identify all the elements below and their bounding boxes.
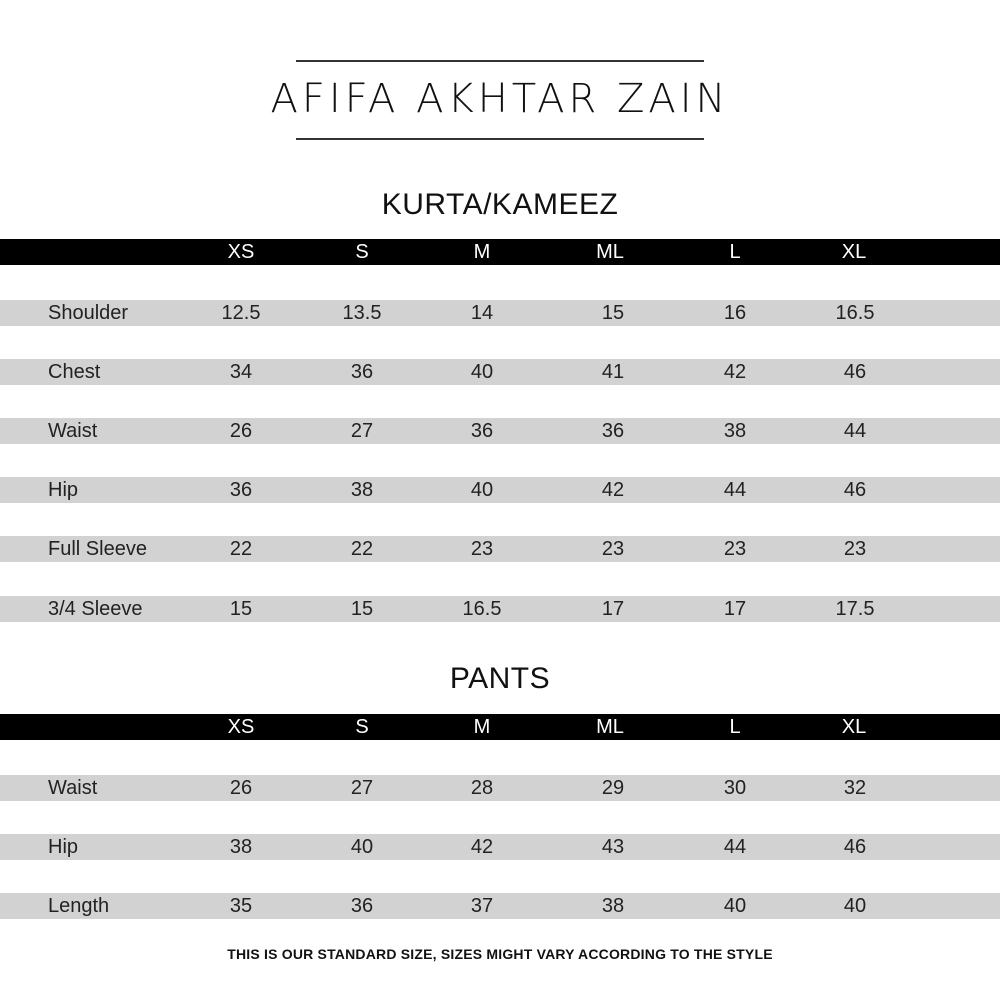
row-value: 36 [350, 361, 374, 383]
row-value: 46 [843, 361, 867, 383]
row-value: 34 [229, 361, 253, 383]
pants-section-title: PANTS [449, 662, 551, 695]
row-value: 32 [843, 777, 867, 799]
row-value: 40 [470, 479, 494, 501]
row-value: 46 [843, 836, 867, 858]
row-value: 28 [470, 777, 494, 799]
row-value: 16 [723, 302, 747, 324]
row-label: 3/4 Sleeve [48, 598, 143, 620]
row-value: 40 [723, 895, 747, 917]
row-label: Hip [48, 836, 79, 858]
row-value: 27 [350, 777, 374, 799]
kurta-size-m: M [473, 241, 491, 263]
kurta-size-s: S [355, 241, 369, 263]
kurta-row-waist [0, 418, 1000, 444]
pants-row-length [0, 893, 1000, 919]
row-value: 26 [229, 777, 253, 799]
row-value: 46 [843, 479, 867, 501]
row-value: 41 [601, 361, 625, 383]
kurta-row-hip [0, 477, 1000, 503]
row-value: 37 [470, 895, 494, 917]
row-value: 35 [229, 895, 253, 917]
pants-size-s: S [355, 716, 369, 738]
row-value: 13.5 [342, 302, 382, 324]
row-value: 42 [723, 361, 747, 383]
row-value: 16.5 [835, 302, 875, 324]
row-label: Chest [48, 361, 101, 383]
row-value: 40 [843, 895, 867, 917]
kurta-row-chest [0, 359, 1000, 385]
row-value: 12.5 [221, 302, 261, 324]
kurta-size-l: L [729, 241, 741, 263]
pants-size-l: L [729, 716, 741, 738]
row-value: 15 [229, 598, 253, 620]
row-value: 36 [350, 895, 374, 917]
row-value: 38 [601, 895, 625, 917]
kurta-size-xl: XL [841, 241, 867, 263]
row-value: 44 [843, 420, 867, 442]
row-value: 42 [470, 836, 494, 858]
row-label: Waist [48, 777, 98, 799]
pants-row-hip [0, 834, 1000, 860]
row-value: 23 [843, 538, 867, 560]
row-value: 23 [723, 538, 747, 560]
row-value: 15 [350, 598, 374, 620]
row-value: 27 [350, 420, 374, 442]
row-label: Hip [48, 479, 79, 501]
row-value: 38 [723, 420, 747, 442]
pants-size-ml: ML [596, 716, 624, 738]
kurta-section-title: KURTA/KAMEEZ [381, 188, 619, 221]
row-value: 17.5 [835, 598, 875, 620]
pants-size-m: M [473, 716, 491, 738]
kurta-row-shoulder [0, 300, 1000, 326]
row-value: 36 [470, 420, 494, 442]
row-value: 23 [470, 538, 494, 560]
row-label: Full Sleeve [48, 538, 147, 560]
row-value: 17 [723, 598, 747, 620]
brand-name: AFIFA AKHTAR ZAIN [270, 76, 730, 122]
size-disclaimer: THIS IS OUR STANDARD SIZE, SIZES MIGHT VARY ACCORDING TO THE STYLE [227, 946, 773, 962]
row-value: 40 [350, 836, 374, 858]
kurta-row-full-sleeve [0, 536, 1000, 562]
row-value: 29 [601, 777, 625, 799]
row-value: 17 [601, 598, 625, 620]
pants-size-xs: XS [227, 716, 255, 738]
pants-size-xl: XL [841, 716, 867, 738]
row-value: 38 [350, 479, 374, 501]
row-label: Waist [48, 420, 98, 442]
row-value: 14 [470, 302, 494, 324]
brand-top-rule [296, 60, 704, 62]
row-value: 22 [350, 538, 374, 560]
row-label: Length [48, 895, 110, 917]
row-value: 42 [601, 479, 625, 501]
brand-bottom-rule [296, 138, 704, 140]
row-value: 30 [723, 777, 747, 799]
row-value: 26 [229, 420, 253, 442]
row-label: Shoulder [48, 302, 129, 324]
row-value: 36 [601, 420, 625, 442]
row-value: 44 [723, 836, 747, 858]
row-value: 23 [601, 538, 625, 560]
kurta-size-header [0, 239, 1000, 265]
row-value: 43 [601, 836, 625, 858]
pants-row-waist [0, 775, 1000, 801]
row-value: 15 [601, 302, 625, 324]
kurta-size-xs: XS [227, 241, 255, 263]
row-value: 16.5 [462, 598, 502, 620]
kurta-row-three-quarter-sleeve [0, 596, 1000, 622]
pants-size-header [0, 714, 1000, 740]
row-value: 36 [229, 479, 253, 501]
row-value: 38 [229, 836, 253, 858]
row-value: 40 [470, 361, 494, 383]
row-value: 22 [229, 538, 253, 560]
kurta-size-ml: ML [596, 241, 624, 263]
row-value: 44 [723, 479, 747, 501]
